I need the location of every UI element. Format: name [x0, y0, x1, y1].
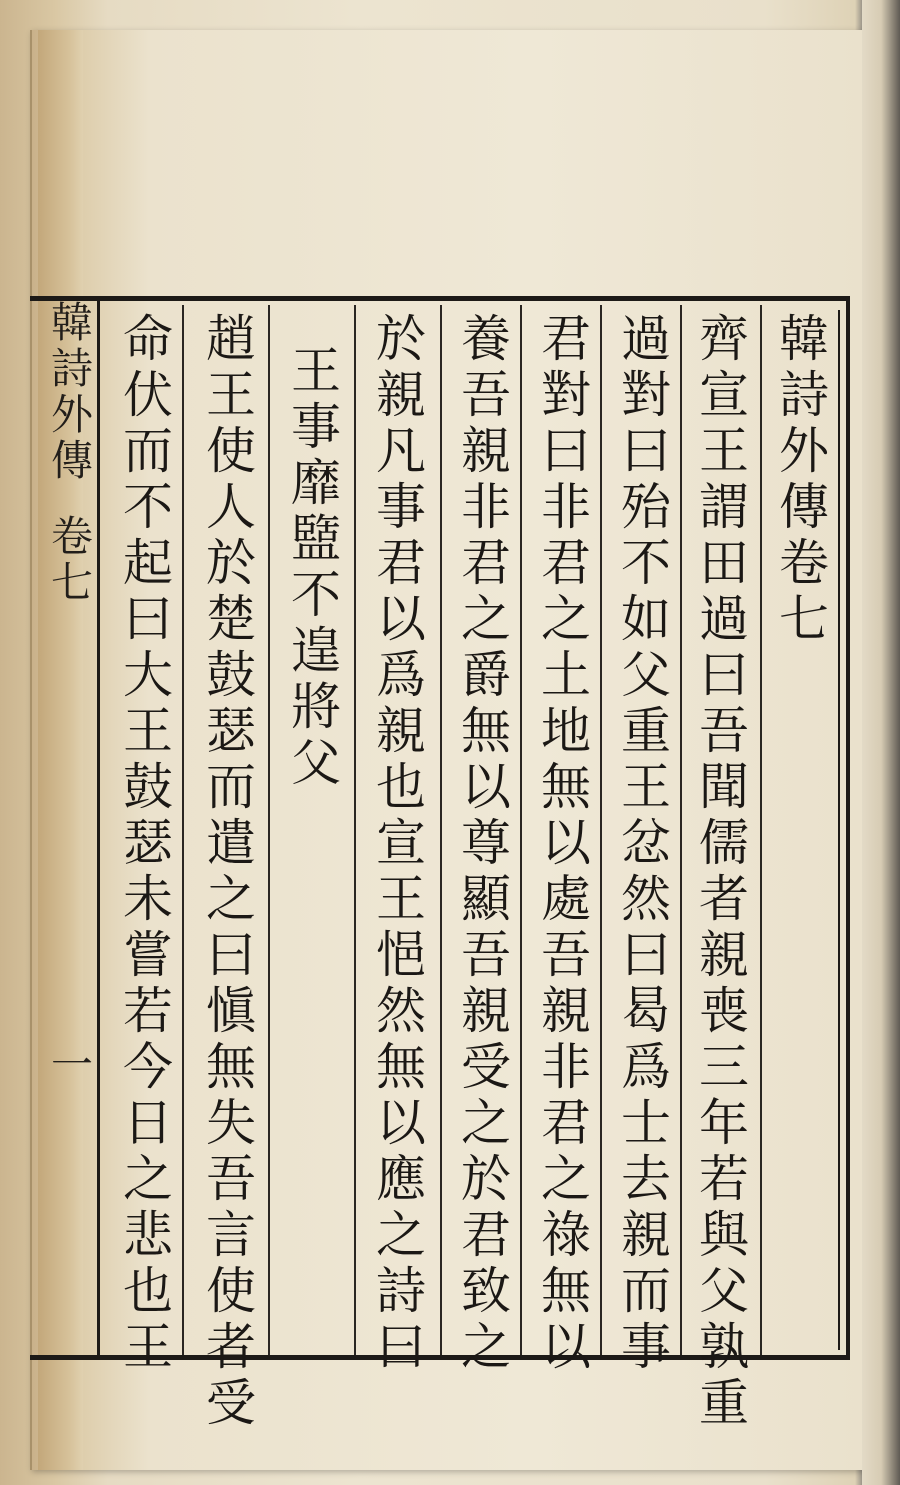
column-rule: [182, 305, 184, 1355]
column-rule: [600, 305, 602, 1355]
text-column: 齊宣王謂田過曰吾聞儒者親喪三年若與父孰重: [691, 312, 749, 1432]
text-column: 於親凡事君以爲親也宣王悒然無以應之詩曰: [368, 312, 426, 1376]
column-rule: [354, 305, 356, 1355]
text-column-verse: 王事靡盬不遑將父: [283, 344, 341, 792]
spine-title-text: 韓詩外傳: [45, 300, 94, 484]
column-rule: [520, 305, 522, 1355]
text-column: 過對曰殆不如父重王忿然曰曷爲士去親而事: [613, 312, 671, 1376]
column-rule: [680, 305, 682, 1355]
column-rule: [440, 305, 442, 1355]
text-column: 君對曰非君之土地無以處吾親非君之祿無以: [533, 312, 591, 1376]
spine-folio-number: 一: [45, 1042, 94, 1084]
text-column-heading: 韓詩外傳卷七: [771, 312, 829, 648]
column-rule: [760, 305, 762, 1355]
text-column: 養吾親非君之爵無以尊顯吾親受之於君致之: [453, 312, 511, 1376]
text-column: 趙王使人於楚鼓瑟而遣之曰愼無失吾言使者受: [198, 312, 256, 1432]
facing-page-edge: [862, 0, 900, 1485]
column-rule: [268, 305, 270, 1355]
frame-inner-rule: [838, 310, 840, 1350]
spine-volume-text: 卷七: [45, 514, 94, 606]
text-column: 命伏而不起曰大王鼓瑟未嘗若今日之悲也王: [115, 312, 173, 1376]
spine-book-title: [45, 300, 93, 606]
